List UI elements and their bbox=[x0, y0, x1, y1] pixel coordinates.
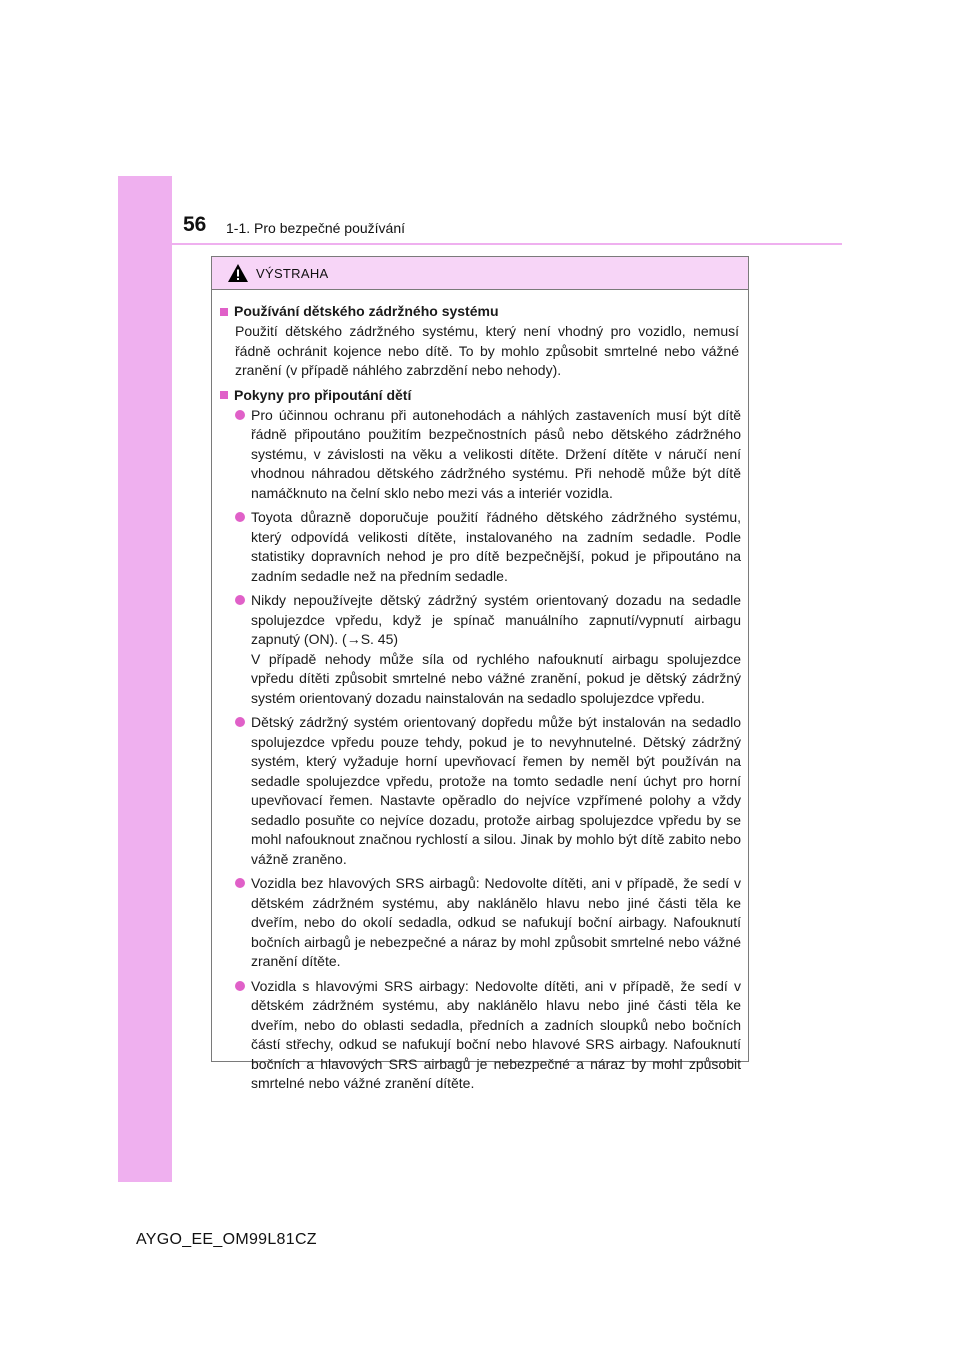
list-item: Vozidla bez hlavových SRS airbagů: Nedovolte dítěti, ani v případě, že sedí v dětském zádržném systému, aby naklánělo hlavu nebo jiné části těla ke dveřím, nebo do okolí sedadla, odkud se nafukují boční airbagy. Nafouknutí bočních airbagů je nebezpečné a náraz by mohl způsobit smrtelné nebo vážné zranění dítěte. bbox=[220, 874, 741, 972]
circle-bullet-icon bbox=[235, 981, 245, 991]
list-item: Nikdy nepoužívejte dětský zádržný systém orientovaný dozadu na sedadle spolujezdce vpředu, když je spínač manuálního zapnutí/vypnutí airbagu zapnutý (ON). (→S. 45) V případě nehody může síla od rychlého nafouknutí airbagu spolujezdce vpředu dítěti způsobit smrtelné nebo vážné zranění, pokud je dětský zádržný systém orientovaný dozadu nainstalován na sedadlo spolujezdce vpředu. bbox=[220, 591, 741, 708]
chapter-sidebar bbox=[118, 176, 172, 1182]
list-item-continuation: V případě nehody může síla od rychlého nafouknutí airbagu spolujezdce vpředu dítěti způsobit smrtelné nebo vážné zranění, pokud je dětský zádržný systém orientovaný dozadu nainstalován na sedadlo spolujezdce vpředu. bbox=[251, 650, 741, 706]
list-item: Toyota důrazně doporučuje použití řádného dětského zádržného systému, který odpovídá velikosti dítěte, instalovaného na zadním sedadle. Podle statistiky dopravních nehod je pro dítě bezpečnější, pokud je připoutáno na zadním sedadle než na předním sedadle. bbox=[220, 508, 741, 586]
subsection-heading: Pokyny pro připoutání dětí bbox=[220, 386, 741, 405]
warning-triangle-icon bbox=[227, 263, 249, 283]
section-title: 1-1. Pro bezpečné používání bbox=[226, 220, 406, 236]
list-item: Pro účinnou ochranu při autonehodách a náhlých zastaveních musí být dítě řádně připoutáno použitím bezpečnostních pásů nebo dětského zádržného systému, v závislosti na věku a velikosti dítěte. Držení dítěte v náručí není vhodnou náhradou dětského zádržného systému. Při nehodě může být dítě namáčknuto na čelní sklo nebo mezi vás a interiér vozidla. bbox=[220, 406, 741, 504]
circle-bullet-icon bbox=[235, 410, 245, 420]
list-item: Vozidla s hlavovými SRS airbagy: Nedovolte dítěti, ani v případě, že sedí v dětském zádržném systému, aby naklánělo hlavu nebo jiné části těla ke dveřím, nebo do oblasti sedadla, předních a zadních sloupků nebo bočních částí střechy, odkud se nafukují boční nebo hlavové SRS airbagy. Nafouknutí bočních a hlavových SRS airbagů je nebezpečné a náraz by mohl způsobit smrtelné nebo vážné zranění dítěte. bbox=[220, 977, 741, 1094]
square-bullet-icon bbox=[220, 391, 228, 399]
square-bullet-icon bbox=[220, 308, 228, 316]
subsection-child-restraint-use bbox=[220, 302, 741, 381]
page-number: 56 bbox=[183, 213, 207, 236]
circle-bullet-icon bbox=[235, 717, 245, 727]
warning-header bbox=[212, 257, 748, 290]
subsection-child-restraint-instructions bbox=[220, 386, 741, 1094]
list-item: Dětský zádržný systém orientovaný dopředu může být instalován na sedadlo spolujezdce vpředu pouze tehdy, pokud je to nevyhnutelné. Dětský zádržný systém, který vyžaduje horní upevňovací řemen by neměl být používán na sedadle spolujezdce vpředu, protože na tomto sedadle není úchyt pro horní upevňovací řemen. Nastavte opěradlo do nejvíce vzpřímené polohy a vždy sedadlo posuňte co nejvíce dozadu, protože airbag spolujezdce vpředu by se mohl nafouknout značnou rychlostí a silou. Jinak by mohlo být dítě zabito nebo vážně zraněno. bbox=[220, 713, 741, 869]
warning-box bbox=[211, 256, 749, 1091]
warning-title: VÝSTRAHA bbox=[256, 265, 329, 281]
paragraph: Použití dětského zádržného systému, který není vhodný pro vozidlo, nemusí řádně ochránit kojence nebo dítě. To by mohlo způsobit smrtelné nebo vážné zranění (v případě náhlého zabrzdění nebo nehody). bbox=[235, 323, 739, 378]
circle-bullet-icon bbox=[235, 878, 245, 888]
warning-body bbox=[212, 290, 748, 1094]
circle-bullet-icon bbox=[235, 512, 245, 522]
header-divider bbox=[172, 243, 842, 245]
document-code: AYGO_EE_OM99L81CZ bbox=[136, 1231, 317, 1248]
circle-bullet-icon bbox=[235, 595, 245, 605]
subsection-heading: Používání dětského zádržného systému bbox=[220, 302, 741, 321]
